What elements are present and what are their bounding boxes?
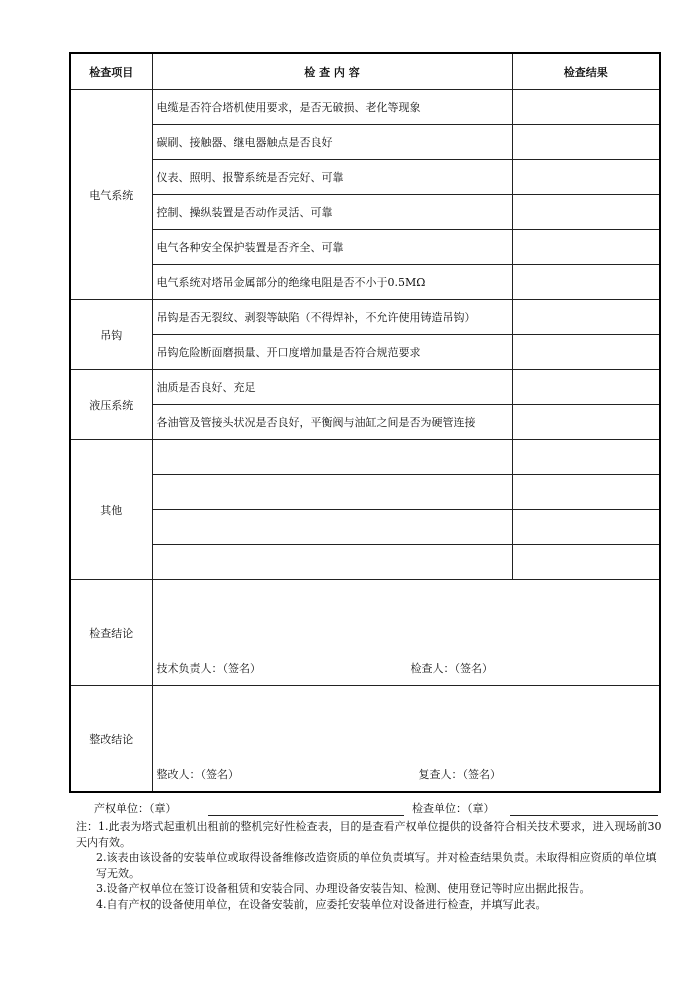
check-content-blank[interactable] [152, 440, 512, 475]
category-hydraulic: 液压系统 [70, 370, 152, 440]
table-row [70, 125, 660, 160]
owner-unit-label: 产权单位：（章） [94, 802, 177, 815]
check-content: 仪表、照明、报警系统是否完好、可靠 [152, 160, 512, 195]
result-cell[interactable] [512, 230, 660, 265]
inspect-unit-label: 检查单位：（章） [412, 802, 495, 815]
note-1: 注：1.此表为塔式起重机出租前的整机完好性检查表，目的是查看产权单位提供的设备符合相关技术要求，进入现场前30天内有效。 [76, 820, 662, 849]
table-row [70, 370, 660, 405]
check-content: 电缆是否符合塔机使用要求，是否无破损、老化等现象 [152, 90, 512, 125]
result-cell[interactable] [512, 160, 660, 195]
check-content-blank[interactable] [152, 545, 512, 580]
check-content: 各油管及管接头状况是否良好，平衡阀与油缸之间是否为硬管连接 [152, 405, 512, 440]
check-content: 电气系统对塔吊金属部分的绝缘电阻是否不小于0.5MΩ [152, 265, 512, 300]
rectification-row [70, 686, 660, 793]
rectification-cell[interactable] [152, 686, 660, 793]
check-content: 吊钩是否无裂纹、剥裂等缺陷（不得焊补，不允许使用铸造吊钩） [152, 300, 512, 335]
rechecker-signature: 复查人：（签名） [418, 768, 501, 781]
result-cell[interactable] [512, 440, 660, 475]
result-cell[interactable] [512, 335, 660, 370]
category-electrical: 电气系统 [70, 90, 152, 300]
table-row [70, 160, 660, 195]
table-row [70, 475, 660, 510]
header-item: 检查项目 [70, 53, 152, 90]
tech-lead-signature: 技术负责人：（签名） [156, 662, 261, 675]
owner-unit-line[interactable] [208, 815, 404, 816]
table-row [70, 510, 660, 545]
result-cell[interactable] [512, 125, 660, 160]
check-content: 吊钩危险断面磨损量、开口度增加量是否符合规范要求 [152, 335, 512, 370]
table-row [70, 405, 660, 440]
table-row [70, 440, 660, 475]
table-header-row [70, 53, 660, 90]
conclusion-row [70, 580, 660, 686]
table-row [70, 90, 660, 125]
note-3: 3.设备产权单位在签订设备租赁和安装合同、办理设备安装告知、检测、使用登记等时应出据此报告。 [96, 882, 591, 895]
result-cell[interactable] [512, 195, 660, 230]
result-cell[interactable] [512, 475, 660, 510]
header-content: 检 查 内 容 [152, 53, 512, 90]
check-content: 电气各种安全保护装置是否齐全、可靠 [152, 230, 512, 265]
result-cell[interactable] [512, 510, 660, 545]
table-row [70, 335, 660, 370]
check-content: 碳刷、接触器、继电器触点是否良好 [152, 125, 512, 160]
category-other: 其他 [70, 440, 152, 580]
rectifier-signature: 整改人：（签名） [156, 768, 239, 781]
rectification-label: 整改结论 [70, 686, 152, 793]
table-row [70, 265, 660, 300]
inspect-unit-line[interactable] [510, 815, 658, 816]
note-4: 4.自有产权的设备使用单位，在设备安装前，应委托安装单位对设备进行检查，并填写此表。 [96, 897, 547, 911]
conclusion-cell[interactable] [152, 580, 660, 686]
category-hook: 吊钩 [70, 300, 152, 370]
table-row [70, 300, 660, 335]
table-row [70, 230, 660, 265]
conclusion-label: 检查结论 [70, 580, 152, 686]
note-2: 2.该表由该设备的安装单位或取得设备维修改造资质的单位负责填写。并对检查结果负责。未取得相应资质的单位填写无效。 [96, 851, 657, 880]
table-row [70, 195, 660, 230]
header-result: 检查结果 [512, 53, 660, 90]
result-cell[interactable] [512, 300, 660, 335]
result-cell[interactable] [512, 545, 660, 580]
check-content: 油质是否良好、充足 [152, 370, 512, 405]
inspector-signature: 检查人：（签名） [410, 662, 493, 675]
check-content-blank[interactable] [152, 510, 512, 545]
result-cell[interactable] [512, 90, 660, 125]
check-content-blank[interactable] [152, 475, 512, 510]
result-cell[interactable] [512, 370, 660, 405]
result-cell[interactable] [512, 265, 660, 300]
inspection-table [69, 52, 661, 793]
notes-block [76, 819, 666, 912]
check-content: 控制、操纵装置是否动作灵活、可靠 [152, 195, 512, 230]
table-row [70, 545, 660, 580]
result-cell[interactable] [512, 405, 660, 440]
